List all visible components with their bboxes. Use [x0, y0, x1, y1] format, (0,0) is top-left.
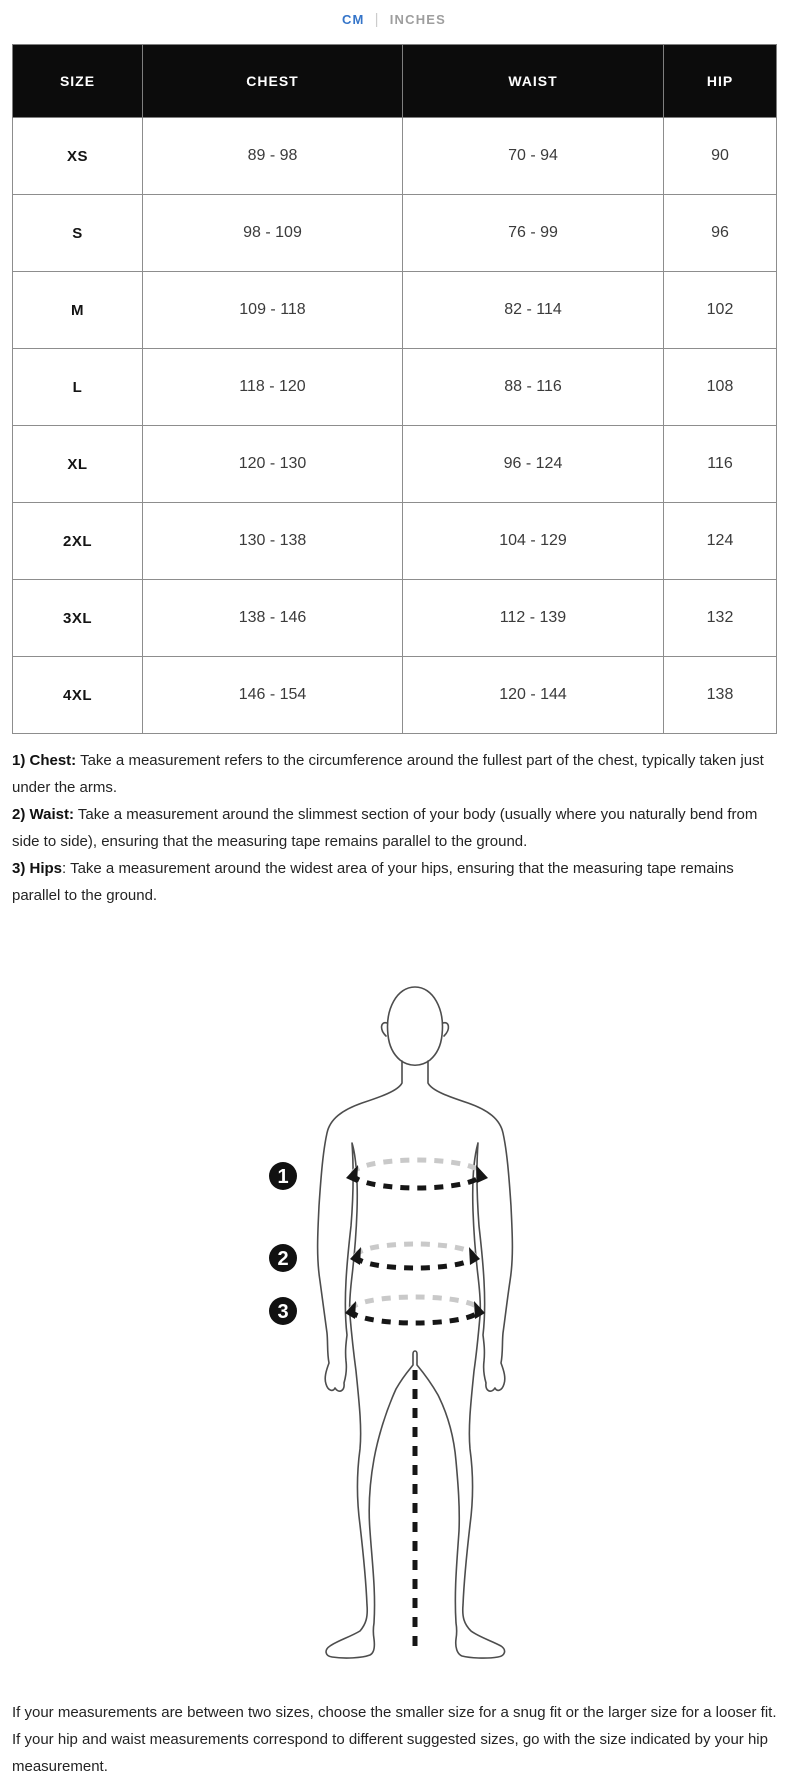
waist-cell: 76 - 99 — [403, 195, 664, 272]
note-waist-label: 2) Waist: — [12, 806, 74, 823]
waist-cell: 104 - 129 — [403, 503, 664, 580]
chest-tape — [353, 1174, 481, 1188]
note-hips — [12, 855, 778, 909]
size-cell: M — [13, 272, 143, 349]
header-waist: WAIST — [403, 45, 664, 118]
hip-tape — [351, 1310, 479, 1323]
table-row — [13, 426, 777, 503]
note-hips-label: 3) Hips — [12, 860, 63, 877]
size-cell: 4XL — [13, 657, 143, 734]
chest-cell: 98 - 109 — [143, 195, 403, 272]
table-row — [13, 272, 777, 349]
toggle-divider: | — [374, 11, 380, 28]
chest-cell: 89 - 98 — [143, 118, 403, 195]
note-chest-text: Take a measurement refers to the circumference around the fullest part of the chest, typically taken just under the arms. — [12, 752, 764, 796]
chest-cell: 138 - 146 — [143, 580, 403, 657]
table-row — [13, 580, 777, 657]
header-hip: HIP — [664, 45, 777, 118]
note-chest — [12, 747, 778, 801]
sizing-advice-text: If your measurements are between two sizes, choose the smaller size for a snug fit or the larger size for a looser fit. If your hip and waist measurements correspond to different suggested sizes, go with the size indicated by your hip measurement. — [12, 1704, 777, 1775]
note-chest-label: 1) Chest: — [12, 752, 77, 769]
size-cell: 3XL — [13, 580, 143, 657]
sizing-advice — [12, 1699, 780, 1780]
size-cell: XS — [13, 118, 143, 195]
note-waist — [12, 801, 778, 855]
hip-cell: 108 — [664, 349, 777, 426]
chest-cell: 146 - 154 — [143, 657, 403, 734]
table-row — [13, 503, 777, 580]
size-chart-table — [12, 44, 777, 734]
waist-cell: 96 - 124 — [403, 426, 664, 503]
chest-cell: 120 - 130 — [143, 426, 403, 503]
table-row — [13, 118, 777, 195]
chest-cell: 109 - 118 — [143, 272, 403, 349]
unit-toggle — [0, 0, 788, 36]
note-waist-text: Take a measurement around the slimmest section of your body (usually where you naturally bend from side to side), ensuring that the measuring tape remains parallel to the ground. — [12, 806, 758, 850]
waist-cell: 88 - 116 — [403, 349, 664, 426]
cm-toggle-button[interactable]: CM — [341, 12, 365, 27]
hip-cell: 90 — [664, 118, 777, 195]
badge-3-number: 3 — [277, 1301, 289, 1323]
badge-2-number: 2 — [277, 1248, 289, 1270]
body-diagram — [0, 971, 788, 1681]
body-diagram-svg — [0, 971, 788, 1681]
table-row — [13, 657, 777, 734]
hip-cell: 132 — [664, 580, 777, 657]
hip-cell: 138 — [664, 657, 777, 734]
size-cell: S — [13, 195, 143, 272]
size-cell: L — [13, 349, 143, 426]
waist-cell: 120 - 144 — [403, 657, 664, 734]
inches-toggle-button[interactable]: INCHES — [389, 12, 447, 27]
header-size: SIZE — [13, 45, 143, 118]
hip-cell: 96 — [664, 195, 777, 272]
waist-cell: 112 - 139 — [403, 580, 664, 657]
figure-outline — [318, 987, 513, 1658]
header-chest: CHEST — [143, 45, 403, 118]
size-cell: 2XL — [13, 503, 143, 580]
hip-cell: 124 — [664, 503, 777, 580]
size-cell: XL — [13, 426, 143, 503]
hip-cell: 102 — [664, 272, 777, 349]
note-hips-text: : Take a measurement around the widest area of your hips, ensuring that the measuring tape remains parallel to the ground. — [12, 860, 734, 904]
badge-1-number: 1 — [277, 1166, 289, 1188]
table-row — [13, 349, 777, 426]
measurement-notes — [12, 747, 778, 909]
badges — [269, 1162, 297, 1325]
waist-cell: 82 - 114 — [403, 272, 664, 349]
waist-cell: 70 - 94 — [403, 118, 664, 195]
table-header-row — [13, 45, 777, 118]
hip-cell: 116 — [664, 426, 777, 503]
table-row — [13, 195, 777, 272]
waist-tape — [356, 1256, 474, 1268]
chest-cell: 130 - 138 — [143, 503, 403, 580]
chest-cell: 118 - 120 — [143, 349, 403, 426]
